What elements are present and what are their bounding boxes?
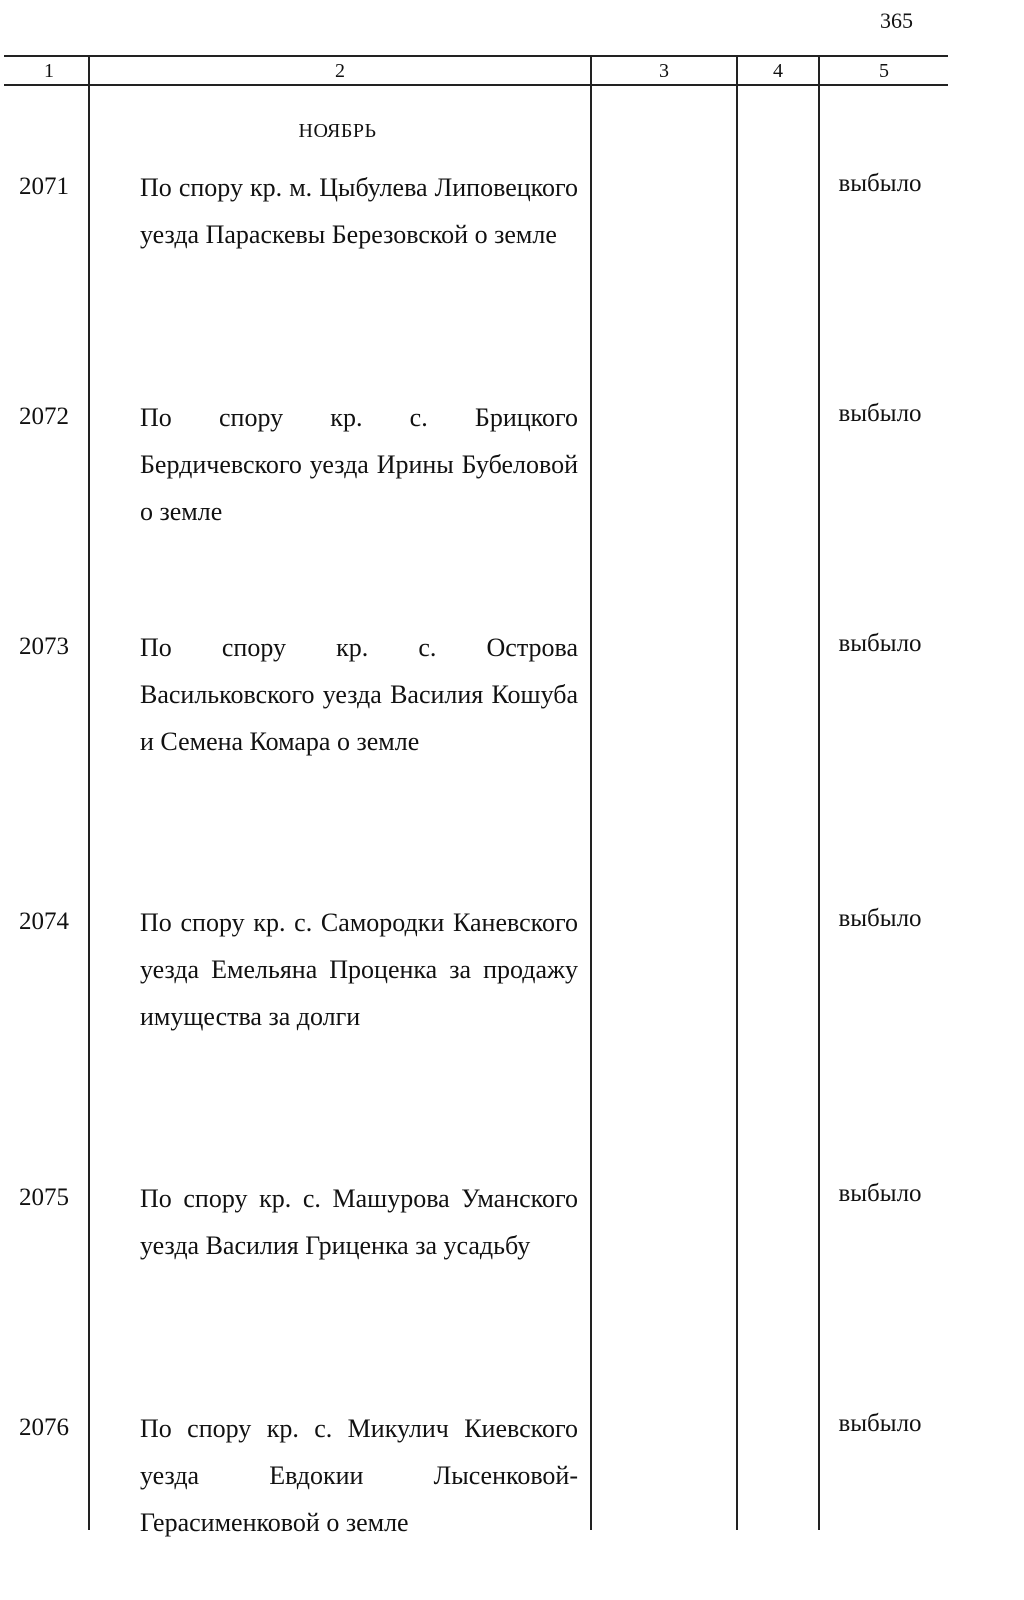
row-status: выбыло (838, 170, 922, 197)
row-number: 2072 (19, 403, 69, 430)
column-divider-4 (818, 55, 820, 1530)
column-divider-1 (88, 55, 90, 1530)
month-heading: НОЯБРЬ (298, 120, 377, 142)
row-status: выбыло (838, 905, 922, 932)
row-status: выбыло (838, 1410, 922, 1437)
table-top-rule (4, 55, 948, 57)
row-description: По спору кр. с. Самородки Каневского уезда Емельяна Проценка за продажу имущества за долги (140, 908, 578, 1031)
row-number: 2075 (19, 1184, 69, 1211)
row-number: 2073 (19, 633, 69, 660)
row-description: По спору кр. с. Машурова Уманского уезда Василия Гриценка за усадьбу (140, 1184, 578, 1260)
row-status: выбыло (838, 400, 922, 427)
row-description: По спору кр. м. Цыбулева Липовецкого уезда Параскевы Березовской о земле (140, 173, 578, 249)
row-description: По спору кр. с. Микулич Киевского уезда Евдокии Лысенковой-Герасименковой о земле (140, 1414, 578, 1537)
column-header-4: 4 (773, 60, 783, 82)
column-header-2: 2 (335, 60, 345, 82)
table-header-rule (4, 84, 948, 86)
row-status: выбыло (838, 1180, 922, 1207)
column-header-1: 1 (44, 60, 54, 82)
row-number: 2071 (19, 173, 69, 200)
column-header-3: 3 (659, 60, 669, 82)
column-divider-2 (590, 55, 592, 1530)
column-header-5: 5 (879, 60, 889, 82)
row-description: По спору кр. с. Брицкого Бердичевского уезда Ирины Бубеловой о земле (140, 403, 578, 526)
row-status: выбыло (838, 630, 922, 657)
row-number: 2074 (19, 908, 69, 935)
row-description: По спору кр. с. Острова Васильковского уезда Василия Кошуба и Семена Комара о земле (140, 633, 578, 756)
page-number: 365 (880, 8, 913, 33)
column-divider-3 (736, 55, 738, 1530)
row-number: 2076 (19, 1414, 69, 1441)
